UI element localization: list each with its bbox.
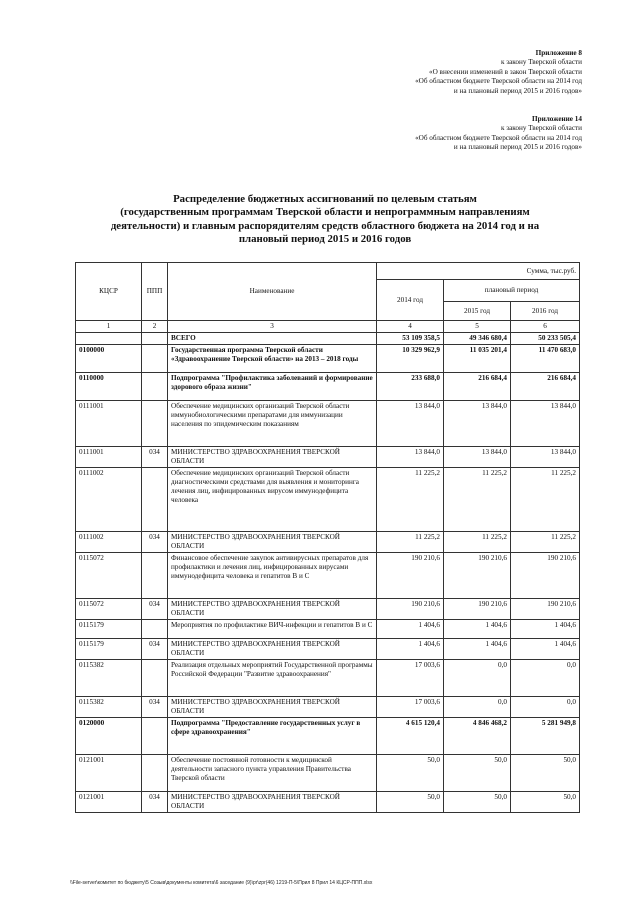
value-2016-cell: 0,0 bbox=[511, 660, 580, 697]
name-cell: МИНИСТЕРСТВО ЗДРАВООХРАНЕНИЯ ТВЕРСКОЙ ОБЛАСТИ bbox=[168, 697, 377, 718]
table-row bbox=[76, 660, 580, 697]
name-cell: Подпрограмма "Предоставление государственных услуг в сфере здравоохранения" bbox=[168, 718, 377, 755]
header-2015: 2015 год bbox=[444, 302, 511, 321]
annex-8-line: к закону Тверской области bbox=[500, 58, 582, 67]
value-2015-cell: 11 225,2 bbox=[444, 468, 511, 532]
ppp-cell bbox=[142, 401, 168, 447]
name-cell: Обеспечение медицинских организаций Тверской области диагностическими средствами для выявления и мониторинга лечения лиц, инфицированных вирусом иммунодефицита человека bbox=[168, 468, 377, 532]
ppp-cell: 034 bbox=[142, 639, 168, 660]
document-title bbox=[95, 193, 555, 246]
table-row bbox=[76, 718, 580, 755]
value-2014-cell: 11 225,2 bbox=[377, 532, 444, 553]
kcsr-cell: 0115382 bbox=[76, 660, 142, 697]
annex-8-block bbox=[415, 49, 582, 96]
ppp-cell bbox=[142, 718, 168, 755]
value-2016-cell: 216 684,4 bbox=[511, 373, 580, 401]
value-2015-cell: 13 844,0 bbox=[444, 401, 511, 447]
value-2015-cell: 11 225,2 bbox=[444, 532, 511, 553]
index-cell: 6 bbox=[511, 321, 580, 333]
value-2016-cell: 1 404,6 bbox=[511, 620, 580, 639]
ppp-cell: 034 bbox=[142, 697, 168, 718]
kcsr-cell: 0111002 bbox=[76, 532, 142, 553]
value-2014-cell: 50,0 bbox=[377, 755, 444, 792]
ppp-cell bbox=[142, 345, 168, 373]
name-cell: Обеспечение постоянной готовности к медицинской деятельности запасного пункта управления Правительства Тверской области bbox=[168, 755, 377, 792]
header-planned: плановый период bbox=[444, 280, 580, 302]
ppp-cell: 034 bbox=[142, 792, 168, 813]
name-cell: ВСЕГО bbox=[168, 333, 377, 345]
value-2015-cell: 13 844,0 bbox=[444, 447, 511, 468]
name-cell: Мероприятия по профилактике ВИЧ-инфекции и гепатитов В и С bbox=[168, 620, 377, 639]
value-2015-cell: 4 846 468,2 bbox=[444, 718, 511, 755]
ppp-cell bbox=[142, 373, 168, 401]
index-row bbox=[76, 321, 580, 333]
value-2016-cell: 0,0 bbox=[511, 697, 580, 718]
ppp-cell bbox=[142, 660, 168, 697]
header-name: Наименование bbox=[168, 263, 377, 321]
kcsr-cell: 0115382 bbox=[76, 697, 142, 718]
header-kcsr: КЦСР bbox=[76, 263, 142, 321]
budget-table bbox=[75, 262, 580, 813]
table-row bbox=[76, 373, 580, 401]
kcsr-cell: 0115072 bbox=[76, 553, 142, 599]
value-2015-cell: 1 404,6 bbox=[444, 639, 511, 660]
value-2016-cell: 11 470 683,0 bbox=[511, 345, 580, 373]
annex-8-line: «О внесении изменений в закон Тверской области bbox=[428, 67, 582, 76]
kcsr-cell: 0110000 bbox=[76, 373, 142, 401]
value-2015-cell: 190 210,6 bbox=[444, 599, 511, 620]
index-cell: 2 bbox=[142, 321, 168, 333]
kcsr-cell: 0121001 bbox=[76, 792, 142, 813]
value-2014-cell: 50,0 bbox=[377, 792, 444, 813]
value-2015-cell: 216 684,4 bbox=[444, 373, 511, 401]
annex-14-line: и на плановый период 2015 и 2016 годов» bbox=[453, 143, 582, 152]
table-row bbox=[76, 697, 580, 718]
value-2016-cell: 13 844,0 bbox=[511, 401, 580, 447]
value-2016-cell: 50,0 bbox=[511, 792, 580, 813]
table-row bbox=[76, 345, 580, 373]
value-2014-cell: 10 329 962,9 bbox=[377, 345, 444, 373]
annex-14-line: к закону Тверской области bbox=[500, 124, 582, 133]
table-row bbox=[76, 447, 580, 468]
name-cell: Финансовое обеспечение закупок антивирусных препаратов для профилактики и лечения лиц, инфицированных вирусами иммунодефицита человека и гепатитов В и С bbox=[168, 553, 377, 599]
title-line: деятельности) и главным распорядителям средств областного бюджета на 2014 год и на bbox=[110, 219, 540, 232]
header-sum: Сумма, тыс.руб. bbox=[377, 263, 580, 280]
kcsr-cell: 0115072 bbox=[76, 599, 142, 620]
value-2014-cell: 13 844,0 bbox=[377, 447, 444, 468]
kcsr-cell: 0100000 bbox=[76, 345, 142, 373]
name-cell: Обеспечение медицинских организаций Тверской области иммунобиологическими препаратами для иммунизации населения по эпидемическим показаниям bbox=[168, 401, 377, 447]
ppp-cell: 034 bbox=[142, 447, 168, 468]
value-2015-cell: 50,0 bbox=[444, 755, 511, 792]
ppp-cell: 034 bbox=[142, 599, 168, 620]
value-2014-cell: 233 688,0 bbox=[377, 373, 444, 401]
header-2014: 2014 год bbox=[377, 280, 444, 321]
value-2015-cell: 190 210,6 bbox=[444, 553, 511, 599]
value-2014-cell: 1 404,6 bbox=[377, 639, 444, 660]
kcsr-cell: 0111002 bbox=[76, 468, 142, 532]
index-cell: 4 bbox=[377, 321, 444, 333]
value-2016-cell: 13 844,0 bbox=[511, 447, 580, 468]
value-2015-cell: 11 035 201,4 bbox=[444, 345, 511, 373]
kcsr-cell: 0115179 bbox=[76, 639, 142, 660]
value-2016-cell: 1 404,6 bbox=[511, 639, 580, 660]
header-2016: 2016 год bbox=[511, 302, 580, 321]
table-row bbox=[76, 792, 580, 813]
table-header bbox=[76, 263, 580, 333]
value-2016-cell: 190 210,6 bbox=[511, 599, 580, 620]
kcsr-cell: 0121001 bbox=[76, 755, 142, 792]
value-2014-cell: 1 404,6 bbox=[377, 620, 444, 639]
index-cell: 1 bbox=[76, 321, 142, 333]
value-2014-cell: 190 210,6 bbox=[377, 553, 444, 599]
kcsr-cell: 0111001 bbox=[76, 401, 142, 447]
value-2016-cell: 11 225,2 bbox=[511, 468, 580, 532]
value-2014-cell: 17 003,6 bbox=[377, 697, 444, 718]
title-line: плановый период 2015 и 2016 годов bbox=[238, 232, 412, 245]
name-cell: МИНИСТЕРСТВО ЗДРАВООХРАНЕНИЯ ТВЕРСКОЙ ОБЛАСТИ bbox=[168, 599, 377, 620]
value-2014-cell: 53 109 358,5 bbox=[377, 333, 444, 345]
table-row bbox=[76, 639, 580, 660]
value-2016-cell: 5 281 949,8 bbox=[511, 718, 580, 755]
value-2014-cell: 17 003,6 bbox=[377, 660, 444, 697]
annex-8-title: Приложение 8 bbox=[535, 49, 582, 57]
name-cell: МИНИСТЕРСТВО ЗДРАВООХРАНЕНИЯ ТВЕРСКОЙ ОБЛАСТИ bbox=[168, 532, 377, 553]
ppp-cell bbox=[142, 553, 168, 599]
ppp-cell bbox=[142, 620, 168, 639]
value-2015-cell: 1 404,6 bbox=[444, 620, 511, 639]
value-2016-cell: 11 225,2 bbox=[511, 532, 580, 553]
value-2015-cell: 0,0 bbox=[444, 697, 511, 718]
index-cell: 5 bbox=[444, 321, 511, 333]
ppp-cell bbox=[142, 755, 168, 792]
value-2014-cell: 13 844,0 bbox=[377, 401, 444, 447]
ppp-cell: 034 bbox=[142, 532, 168, 553]
table-row bbox=[76, 553, 580, 599]
value-2014-cell: 190 210,6 bbox=[377, 599, 444, 620]
file-path-footer: \\File-server\комитет по бюджету\5 Созыв\документы комитета\6 заседание (9)\pr\zpr(46) 1219-П-5\Прил 8 Прил 14 КЦСР-ППП.xlsx bbox=[70, 880, 373, 886]
name-cell: МИНИСТЕРСТВО ЗДРАВООХРАНЕНИЯ ТВЕРСКОЙ ОБЛАСТИ bbox=[168, 639, 377, 660]
annex-14-title: Приложение 14 bbox=[532, 115, 582, 123]
annex-8-line: «Об областном бюджете Тверской области на 2014 год bbox=[415, 77, 582, 86]
value-2016-cell: 50,0 bbox=[511, 755, 580, 792]
name-cell: Государственная программа Тверской области «Здравоохранение Тверской области» на 2013 – 2018 годы bbox=[168, 345, 377, 373]
value-2016-cell: 50 233 505,4 bbox=[511, 333, 580, 345]
table-row bbox=[76, 532, 580, 553]
annex-8-line: и на плановый период 2015 и 2016 годов» bbox=[453, 86, 582, 95]
name-cell: МИНИСТЕРСТВО ЗДРАВООХРАНЕНИЯ ТВЕРСКОЙ ОБЛАСТИ bbox=[168, 792, 377, 813]
value-2016-cell: 190 210,6 bbox=[511, 553, 580, 599]
name-cell: МИНИСТЕРСТВО ЗДРАВООХРАНЕНИЯ ТВЕРСКОЙ ОБЛАСТИ bbox=[168, 447, 377, 468]
table-row bbox=[76, 620, 580, 639]
index-cell: 3 bbox=[168, 321, 377, 333]
kcsr-cell: 0115179 bbox=[76, 620, 142, 639]
ppp-cell bbox=[142, 333, 168, 345]
header-ppp: ППП bbox=[142, 263, 168, 321]
table-row bbox=[76, 599, 580, 620]
kcsr-cell: 0111001 bbox=[76, 447, 142, 468]
value-2015-cell: 50,0 bbox=[444, 792, 511, 813]
table-row bbox=[76, 755, 580, 792]
ppp-cell bbox=[142, 468, 168, 532]
table-row bbox=[76, 333, 580, 345]
title-line: Распределение бюджетных ассигнований по целевым статьям bbox=[173, 193, 477, 205]
name-cell: Реализация отдельных мероприятий Государственной программы Российской Федерации "Развитие здравоохранения" bbox=[168, 660, 377, 697]
value-2014-cell: 4 615 120,4 bbox=[377, 718, 444, 755]
annex-14-line: «Об областном бюджете Тверской области на 2014 год bbox=[415, 133, 582, 142]
table-body bbox=[76, 333, 580, 813]
name-cell: Подпрограмма "Профилактика заболеваний и формирование здорового образа жизни" bbox=[168, 373, 377, 401]
table-row bbox=[76, 401, 580, 447]
title-line: (государственным программам Тверской области и непрограммным направлениям bbox=[120, 206, 530, 219]
kcsr-cell: 0120000 bbox=[76, 718, 142, 755]
value-2015-cell: 0,0 bbox=[444, 660, 511, 697]
kcsr-cell bbox=[76, 333, 142, 345]
table-row bbox=[76, 468, 580, 532]
annex-14-block bbox=[415, 115, 582, 153]
value-2015-cell: 49 346 680,4 bbox=[444, 333, 511, 345]
value-2014-cell: 11 225,2 bbox=[377, 468, 444, 532]
